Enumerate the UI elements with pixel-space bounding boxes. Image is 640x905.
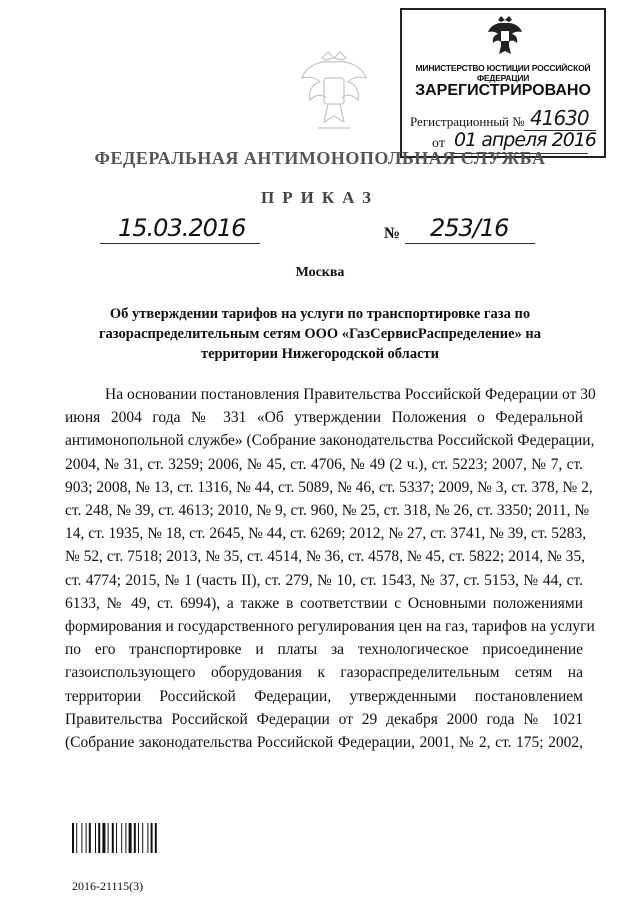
document-title-line: территории Нижегородской области bbox=[201, 346, 439, 362]
document-title-line: Об утверждении тарифов на услуги по транспортировке газа по bbox=[109, 306, 531, 322]
body-line: 2004, № 31, ст. 3259; 2006, № 45, ст. 4706, № 49 (2 ч.), ст. 5223; 2007, № 7, ст. bbox=[65, 455, 583, 473]
registration-stamp bbox=[400, 8, 606, 158]
body-line: газоиспользующего оборудования к газораспределительным сетям на bbox=[65, 664, 583, 682]
document-code: 2016-21115(3) bbox=[72, 879, 144, 893]
stamp-regnum-label: Регистрационный № bbox=[410, 114, 525, 129]
order-date-underline bbox=[100, 243, 260, 244]
body-line: 6133, № 49, ст. 6994), а также в соответствии с Основными положениями bbox=[65, 594, 583, 612]
body-line: ст. 4774; 2015, № 1 (часть II), ст. 279, № 10, ст. 1543, № 37, ст. 5153, № 44, ст. bbox=[65, 571, 583, 589]
body-line: Правительства Российской Федерации от 29 декабря 2000 года № 1021 bbox=[65, 710, 583, 728]
order-date: 15.03.2016 bbox=[118, 214, 246, 242]
order-number-label: № bbox=[384, 225, 401, 242]
body-line: территории Российской Федерации, утвержденными постановлением bbox=[65, 687, 583, 705]
stamp-ministry: МИНИСТЕРСТВО ЮСТИЦИИ РОССИЙСКОЙ ФЕДЕРАЦИИ bbox=[415, 63, 591, 83]
order-number-underline bbox=[405, 243, 535, 244]
body-line: по его транспортировке и платы за технологическое присоединение bbox=[65, 641, 583, 659]
body-line: июня 2004 года № 331 «Об утверждении Положения о Федеральной bbox=[65, 409, 583, 427]
body-line: На основании постановления Правительства Российской Федерации от 30 bbox=[105, 386, 596, 403]
body-line: (Собрание законодательства Российской Федерации, 2001, № 2, ст. 175; 2002, bbox=[65, 734, 583, 752]
agency-title: ФЕДЕРАЛЬНАЯ АНТИМОНОПОЛЬНАЯ СЛУЖБА bbox=[94, 148, 546, 168]
emblem-icon bbox=[298, 48, 370, 136]
city: Москва bbox=[295, 265, 345, 280]
stamp-date-label: от bbox=[432, 136, 445, 151]
body-line: ст. 248, № 39, ст. 4613; 2010, № 9, ст. 960, № 25, ст. 318, № 26, ст. 3350; 2011, № bbox=[65, 502, 590, 520]
stamp-regnum-value: 41630 bbox=[530, 106, 589, 130]
body-line: 14, ст. 1935, № 18, ст. 2645, № 44, ст. 6269; 2012, № 27, ст. 3741, № 39, ст. 5283, bbox=[65, 525, 587, 543]
order-title: ПРИКАЗ bbox=[261, 188, 379, 207]
stamp-registered: ЗАРЕГИСТРИРОВАНО bbox=[415, 82, 591, 99]
body-line: № 52, ст. 7518; 2013, № 35, ст. 4514, № 36, ст. 4578, № 45, ст. 5822; 2014, № 35, bbox=[65, 548, 586, 566]
barcode-icon bbox=[72, 823, 176, 853]
body-paragraph bbox=[65, 383, 596, 754]
body-line: 903; 2008, № 13, ст. 1316, № 44, ст. 5089, № 46, ст. 5337; 2009, № 3, ст. 378, № 2, bbox=[65, 478, 593, 496]
document-title bbox=[70, 304, 570, 364]
body-line: формирования и государственного регулирования цен на газ, тарифов на услуги bbox=[65, 618, 595, 636]
order-number: 253/16 bbox=[430, 214, 509, 242]
document-title-line: газораспределительным сетям ООО «ГазСервисРаспределение» на bbox=[98, 326, 542, 342]
stamp-emblem-icon bbox=[487, 16, 523, 58]
body-line: антимонопольной службе» (Собрание законодательства Российской Федерации, bbox=[65, 432, 595, 450]
stamp-date-value: 01 апреля 2016 bbox=[454, 129, 596, 151]
